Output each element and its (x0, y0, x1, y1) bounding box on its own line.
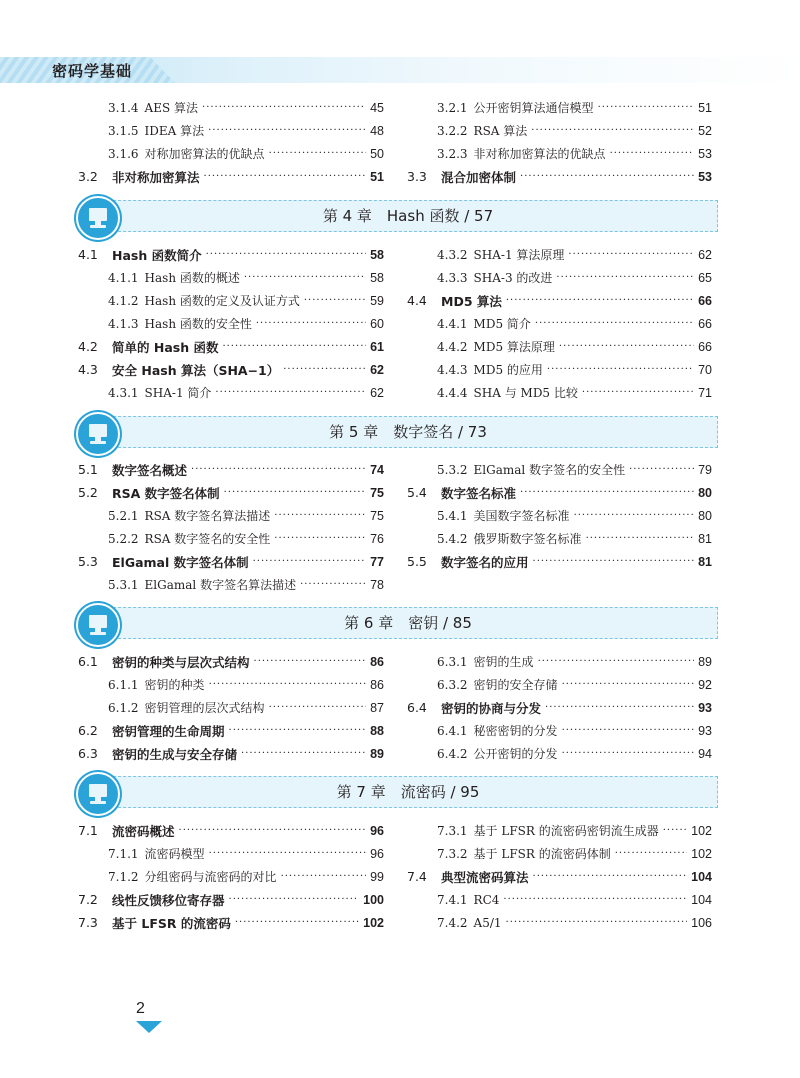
entry-number: 6.2 (78, 723, 98, 738)
entry-title: RSA 数字签名的安全性 (144, 532, 271, 546)
toc-section-entry[interactable] (407, 696, 712, 719)
dot-leader (241, 747, 366, 761)
chapter-heading-4[interactable] (76, 196, 718, 234)
entry-title: 秘密密钥的分发 (473, 724, 558, 738)
toc-section-entry[interactable] (407, 481, 712, 504)
dot-leader (209, 847, 367, 861)
computer-icon (76, 412, 120, 456)
entry-number: 4.2 (78, 339, 98, 354)
entry-page: 51 (698, 100, 712, 115)
toc-subsection-entry[interactable] (407, 119, 712, 142)
entry-number: 3.1.5 (108, 123, 139, 138)
entry-number: 5.2.2 (108, 531, 139, 546)
dot-leader (586, 532, 695, 546)
toc-subsection-entry[interactable] (407, 142, 712, 165)
entry-title: ElGamal 数字签名算法描述 (144, 578, 297, 592)
dot-leader (547, 363, 694, 377)
toc-subsection-entry[interactable] (78, 673, 384, 696)
dot-leader (191, 463, 366, 477)
entry-title: MD5 简介 (473, 317, 531, 331)
computer-icon (76, 603, 120, 647)
entry-title: 密钥管理的生命周期 (112, 723, 225, 739)
dot-leader (254, 655, 367, 669)
entry-number: 5.4 (407, 485, 427, 500)
entry-page: 66 (698, 316, 712, 331)
dot-leader (229, 724, 367, 738)
dot-leader (304, 294, 366, 308)
entry-number: 6.1.2 (108, 700, 139, 715)
entry-page: 79 (698, 462, 712, 477)
entry-title: 基于 LFSR 的流密码 (112, 915, 231, 931)
toc-column-left (78, 650, 384, 765)
toc-subsection-entry[interactable] (78, 865, 384, 888)
dot-leader (283, 363, 366, 377)
entry-page: 62 (370, 362, 384, 377)
entry-number: 7.3.1 (437, 823, 468, 838)
toc-subsection-entry[interactable] (78, 96, 384, 119)
entry-number: 7.4.1 (437, 892, 468, 907)
entry-number: 5.4.1 (437, 508, 468, 523)
entry-title: Hash 函数的安全性 (144, 317, 252, 331)
entry-title: 分组密码与流密码的对比 (144, 870, 277, 884)
entry-title: MD5 的应用 (473, 363, 543, 377)
entry-page: 51 (370, 169, 384, 184)
toc-subsection-entry[interactable] (78, 289, 384, 312)
entry-page: 102 (691, 846, 712, 861)
entry-number: 7.1.1 (108, 846, 139, 861)
toc-section-entry[interactable] (407, 865, 712, 888)
entry-title: 密钥的生成与安全存储 (112, 746, 238, 762)
toc-subsection-entry[interactable] (78, 504, 384, 527)
entry-page: 58 (370, 270, 384, 285)
toc-subsection-entry[interactable] (407, 381, 712, 404)
entry-number: 5.5 (407, 554, 427, 569)
entry-number: 4.3 (78, 362, 98, 377)
entry-number: 5.3 (78, 554, 98, 569)
chapter-title: 第 5 章 数字签名 / 73 (329, 423, 487, 441)
toc-subsection-entry[interactable] (407, 358, 712, 381)
dot-leader (535, 317, 694, 331)
toc-subsection-entry[interactable] (407, 673, 712, 696)
dot-leader (281, 870, 367, 884)
toc-subsection-entry[interactable] (407, 96, 712, 119)
dot-leader (568, 248, 694, 262)
toc-subsection-entry[interactable] (407, 335, 712, 358)
chapter-title: 第 6 章 密钥 / 85 (344, 614, 472, 632)
entry-page: 78 (370, 577, 384, 592)
entry-title: 密钥管理的层次式结构 (144, 701, 265, 715)
entry-number: 3.2 (78, 169, 98, 184)
chapter-heading-5[interactable] (76, 412, 718, 450)
chapter-heading-6[interactable] (76, 603, 718, 641)
entry-page: 88 (370, 723, 384, 738)
toc-subsection-entry[interactable] (78, 696, 384, 719)
entry-page: 59 (370, 293, 384, 308)
entry-page: 81 (698, 531, 712, 546)
entry-number: 7.2 (78, 892, 98, 907)
entry-page: 99 (370, 869, 384, 884)
entry-title: 混合加密体制 (441, 169, 517, 185)
toc-column-right (407, 243, 712, 404)
toc-section-entry[interactable] (78, 458, 384, 481)
entry-page: 60 (370, 316, 384, 331)
entry-page: 102 (691, 823, 712, 838)
entry-title: 典型流密码算法 (441, 869, 529, 885)
dot-leader (598, 101, 695, 115)
page-marker-triangle (136, 1021, 162, 1033)
toc-column-right (407, 819, 712, 934)
dot-leader (562, 678, 695, 692)
toc-column-left (78, 243, 384, 404)
dot-leader (562, 724, 695, 738)
entry-page: 75 (370, 508, 384, 523)
entry-number: 7.4.2 (437, 915, 468, 930)
toc-subsection-entry[interactable] (407, 842, 712, 865)
toc-subsection-entry[interactable] (407, 504, 712, 527)
entry-page: 62 (370, 385, 384, 400)
dot-leader (545, 701, 694, 715)
chapter-title: 第 4 章 Hash 函数 / 57 (322, 207, 494, 225)
toc-column-left (78, 819, 384, 934)
dot-leader (538, 655, 695, 669)
toc-subsection-entry[interactable] (407, 527, 712, 550)
entry-title: 基于 LFSR 的流密码体制 (473, 847, 611, 861)
entry-title: 基于 LFSR 的流密码密钥流生成器 (473, 824, 659, 838)
entry-number: 7.3.2 (437, 846, 468, 861)
entry-number: 7.4 (407, 869, 427, 884)
entry-number: 7.3 (78, 915, 98, 930)
entry-page: 86 (370, 677, 384, 692)
entry-title: SHA 与 MD5 比较 (473, 386, 578, 400)
dot-leader (269, 147, 367, 161)
toc-section-entry[interactable] (78, 481, 384, 504)
toc-subsection-entry[interactable] (78, 266, 384, 289)
dot-leader (269, 701, 367, 715)
toc-section-entry[interactable] (78, 335, 384, 358)
entry-page: 89 (370, 746, 384, 761)
entry-page: 50 (370, 146, 384, 161)
dot-leader (610, 147, 695, 161)
dot-leader (256, 317, 366, 331)
entry-number: 6.4.2 (437, 746, 468, 761)
toc-subsection-entry[interactable] (407, 742, 712, 765)
entry-title: 密钥的安全存储 (473, 678, 558, 692)
toc-section-entry[interactable] (78, 358, 384, 381)
entry-title: 俄罗斯数字签名标准 (473, 532, 582, 546)
dot-leader (222, 340, 366, 354)
entry-number: 5.2 (78, 485, 98, 500)
dot-leader (224, 486, 366, 500)
toc-section-entry[interactable] (407, 165, 712, 188)
toc-subsection-entry[interactable] (407, 243, 712, 266)
toc-section-entry[interactable] (78, 742, 384, 765)
dot-leader (556, 271, 694, 285)
entry-title: 美国数字签名标准 (473, 509, 570, 523)
entry-number: 6.4 (407, 700, 427, 715)
dot-leader (208, 124, 366, 138)
toc-section-entry[interactable] (407, 289, 712, 312)
entry-title: 流密码概述 (112, 823, 175, 839)
dot-leader (503, 893, 687, 907)
entry-title: 非对称加密算法 (112, 169, 200, 185)
toc-column-right (407, 650, 712, 765)
computer-icon (76, 772, 120, 816)
toc-section-entry[interactable] (78, 719, 384, 742)
dot-leader (533, 555, 695, 569)
entry-title: ElGamal 数字签名体制 (112, 554, 249, 570)
entry-number: 5.1 (78, 462, 98, 477)
entry-number: 6.4.1 (437, 723, 468, 738)
dot-leader (520, 486, 694, 500)
entry-number: 3.1.6 (108, 146, 139, 161)
entry-page: 86 (370, 654, 384, 669)
dot-leader (179, 824, 367, 838)
entry-page: 71 (698, 385, 712, 400)
dot-leader (574, 509, 695, 523)
entry-number: 6.3.2 (437, 677, 468, 692)
entry-number: 4.4.2 (437, 339, 468, 354)
entry-title: AES 算法 (144, 101, 199, 115)
entry-number: 6.3.1 (437, 654, 468, 669)
dot-leader (531, 124, 694, 138)
entry-title: SHA-1 算法原理 (473, 248, 565, 262)
entry-page: 76 (370, 531, 384, 546)
dot-leader (559, 340, 694, 354)
entry-page: 58 (370, 247, 384, 262)
entry-number: 3.2.2 (437, 123, 468, 138)
entry-number: 6.1.1 (108, 677, 139, 692)
toc-subsection-entry[interactable] (78, 573, 384, 596)
toc-subsection-entry[interactable] (407, 650, 712, 673)
toc-section-entry[interactable] (78, 819, 384, 842)
entry-number: 4.1.2 (108, 293, 139, 308)
entry-number: 4.1.1 (108, 270, 139, 285)
entry-title: Hash 函数的定义及认证方式 (144, 294, 300, 308)
entry-title: 密钥的种类与层次式结构 (112, 654, 250, 670)
dot-leader (615, 847, 687, 861)
entry-title: 流密码模型 (144, 847, 205, 861)
entry-page: 53 (698, 146, 712, 161)
entry-number: 3.3 (407, 169, 427, 184)
entry-page: 81 (698, 554, 712, 569)
entry-title: 密钥的种类 (144, 678, 205, 692)
running-header (0, 0, 800, 86)
toc-section-entry[interactable] (78, 550, 384, 573)
entry-title: RSA 数字签名算法描述 (144, 509, 271, 523)
entry-page: 53 (698, 169, 712, 184)
entry-number: 6.3 (78, 746, 98, 761)
toc-section-entry[interactable] (78, 911, 384, 934)
entry-number: 5.2.1 (108, 508, 139, 523)
entry-title: 数字签名的应用 (441, 554, 529, 570)
dot-leader (215, 386, 366, 400)
entry-title: RC4 (473, 892, 500, 907)
toc-subsection-entry[interactable] (407, 266, 712, 289)
dot-leader (629, 463, 694, 477)
entry-number: 7.1 (78, 823, 98, 838)
entry-number: 5.3.1 (108, 577, 139, 592)
entry-title: A5/1 (473, 915, 502, 930)
toc-column-left (78, 458, 384, 596)
entry-title: 数字签名标准 (441, 485, 517, 501)
page-number: 2 (136, 1000, 145, 1017)
entry-title: Hash 函数的概述 (144, 271, 240, 285)
entry-page: 75 (370, 485, 384, 500)
entry-title: ElGamal 数字签名的安全性 (473, 463, 626, 477)
entry-number: 3.2.1 (437, 100, 468, 115)
dot-leader (274, 509, 366, 523)
dot-leader (206, 248, 367, 262)
computer-icon (76, 196, 120, 240)
toc-section-entry[interactable] (78, 243, 384, 266)
toc-section-entry[interactable] (78, 650, 384, 673)
entry-page: 61 (370, 339, 384, 354)
entry-title: RSA 数字签名体制 (112, 485, 220, 501)
dot-leader (300, 578, 366, 592)
entry-page: 96 (370, 846, 384, 861)
entry-page: 77 (370, 554, 384, 569)
toc-subsection-entry[interactable] (78, 381, 384, 404)
toc-section-entry[interactable] (78, 888, 384, 911)
entry-page: 62 (698, 247, 712, 262)
entry-page: 48 (370, 123, 384, 138)
dot-leader (209, 678, 367, 692)
entry-page: 94 (698, 746, 712, 761)
entry-title: 简单的 Hash 函数 (112, 339, 219, 355)
entry-page: 89 (698, 654, 712, 669)
entry-page: 92 (698, 677, 712, 692)
toc-subsection-entry[interactable] (407, 312, 712, 335)
entry-page: 87 (370, 700, 384, 715)
dot-leader (663, 824, 687, 838)
entry-page: 65 (698, 270, 712, 285)
book-title: 密码学基础 (52, 62, 133, 80)
entry-number: 7.1.2 (108, 869, 139, 884)
entry-number: 4.4.3 (437, 362, 468, 377)
dot-leader (506, 916, 688, 930)
entry-title: Hash 函数简介 (112, 247, 202, 263)
entry-page: 100 (363, 892, 384, 907)
entry-title: SHA-1 简介 (144, 386, 212, 400)
entry-title: 安全 Hash 算法（SHA−1） (112, 362, 280, 378)
entry-title: 密钥的生成 (473, 655, 534, 669)
entry-page: 70 (698, 362, 712, 377)
toc-subsection-entry[interactable] (407, 888, 712, 911)
entry-title: 非对称加密算法的优缺点 (473, 147, 606, 161)
dot-leader (204, 170, 367, 184)
entry-page: 96 (370, 823, 384, 838)
toc-section-entry[interactable] (78, 165, 384, 188)
entry-number: 4.4.1 (437, 316, 468, 331)
entry-number: 5.4.2 (437, 531, 468, 546)
entry-title: SHA-3 的改进 (473, 271, 553, 285)
entry-title: 数字签名概述 (112, 462, 188, 478)
dot-leader (235, 916, 359, 930)
entry-page: 93 (698, 700, 712, 715)
entry-title: RSA 算法 (473, 124, 528, 138)
entry-page: 102 (363, 915, 384, 930)
entry-page: 104 (691, 892, 712, 907)
entry-number: 4.1.3 (108, 316, 139, 331)
entry-page: 52 (698, 123, 712, 138)
toc-subsection-entry[interactable] (78, 842, 384, 865)
dot-leader (506, 294, 694, 308)
toc-subsection-entry[interactable] (407, 458, 712, 481)
entry-number: 3.2.3 (437, 146, 468, 161)
dot-leader (244, 271, 366, 285)
entry-page: 106 (691, 915, 712, 930)
entry-title: IDEA 算法 (144, 124, 205, 138)
dot-leader (274, 532, 366, 546)
entry-page: 104 (691, 869, 712, 884)
entry-page: 80 (698, 508, 712, 523)
toc-column-left (78, 96, 384, 188)
dot-leader (520, 170, 694, 184)
entry-title: MD5 算法 (441, 293, 502, 309)
toc-subsection-entry[interactable] (78, 119, 384, 142)
entry-number: 4.4.4 (437, 385, 468, 400)
entry-number: 4.3.1 (108, 385, 139, 400)
toc-section-entry[interactable] (407, 550, 712, 573)
entry-page: 45 (370, 100, 384, 115)
entry-title: 公开密钥的分发 (473, 747, 558, 761)
toc-subsection-entry[interactable] (407, 719, 712, 742)
entry-number: 3.1.4 (108, 100, 139, 115)
entry-page: 74 (370, 462, 384, 477)
entry-page: 93 (698, 723, 712, 738)
entry-number: 4.4 (407, 293, 427, 308)
entry-title: 线性反馈移位寄存器 (112, 892, 225, 908)
entry-page: 66 (698, 293, 712, 308)
chapter-heading-7[interactable] (76, 772, 718, 810)
toc-column-right (407, 96, 712, 188)
entry-page: 66 (698, 339, 712, 354)
entry-number: 6.1 (78, 654, 98, 669)
entry-page: 80 (698, 485, 712, 500)
entry-title: 对称加密算法的优缺点 (144, 147, 265, 161)
dot-leader (582, 386, 694, 400)
entry-number: 4.3.2 (437, 247, 468, 262)
toc-subsection-entry[interactable] (407, 911, 712, 934)
chapter-title: 第 7 章 流密码 / 95 (336, 783, 480, 801)
toc-subsection-entry[interactable] (78, 527, 384, 550)
dot-leader (229, 893, 360, 907)
dot-leader (562, 747, 695, 761)
dot-leader (202, 101, 366, 115)
toc-subsection-entry[interactable] (78, 312, 384, 335)
toc-subsection-entry[interactable] (407, 819, 712, 842)
dot-leader (533, 870, 688, 884)
entry-number: 4.3.3 (437, 270, 468, 285)
toc-column-right (407, 458, 712, 573)
entry-title: MD5 算法原理 (473, 340, 555, 354)
entry-title: 密钥的协商与分发 (441, 700, 542, 716)
entry-number: 4.1 (78, 247, 98, 262)
dot-leader (253, 555, 366, 569)
toc-subsection-entry[interactable] (78, 142, 384, 165)
entry-number: 5.3.2 (437, 462, 468, 477)
entry-title: 公开密钥算法通信模型 (473, 101, 594, 115)
